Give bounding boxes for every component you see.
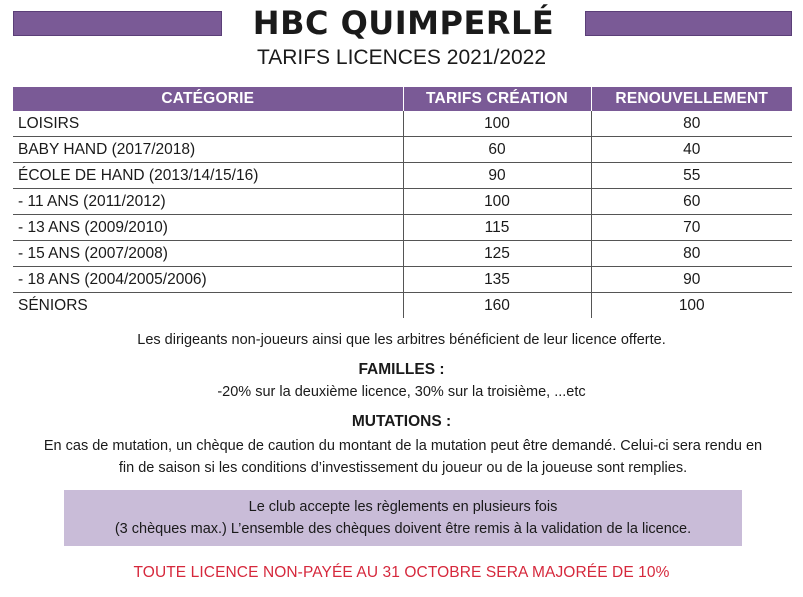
renewal-price-cell: 80 <box>591 241 792 267</box>
page-subtitle: TARIFS LICENCES 2021/2022 <box>256 46 547 69</box>
mutations-heading: MUTATIONS : <box>351 413 452 430</box>
table-header-row <box>13 87 792 111</box>
creation-price-cell: 115 <box>403 215 591 241</box>
table-row <box>13 111 792 137</box>
header-renewal: RENOUVELLEMENT <box>591 87 792 111</box>
payment-info-line: Le club accepte les règlements en plusieurs fois <box>248 499 558 515</box>
table-row <box>13 189 792 215</box>
renewal-price-cell: 40 <box>591 137 792 163</box>
renewal-price-cell: 60 <box>591 189 792 215</box>
category-cell: ÉCOLE DE HAND (2013/14/15/16) <box>13 163 403 189</box>
table-row <box>13 215 792 241</box>
table-row <box>13 163 792 189</box>
free-license-note: Les dirigeants non-joueurs ainsi que les arbitres bénéficient de leur licence offerte. <box>137 332 666 348</box>
renewal-price-cell: 90 <box>591 267 792 293</box>
header-creation: TARIFS CRÉATION <box>403 87 591 111</box>
mutations-line: fin de saison si les conditions d’investissement du joueur ou de la joueuse sont remplies. <box>118 460 688 476</box>
creation-price-cell: 125 <box>403 241 591 267</box>
category-cell: - 18 ANS (2004/2005/2006) <box>13 267 403 293</box>
renewal-price-cell: 70 <box>591 215 792 241</box>
header-bar-left <box>13 11 222 36</box>
mutations-line: En cas de mutation, un chèque de caution du montant de la mutation peut être demandé. Celui-ci sera rendu en <box>43 438 763 454</box>
families-heading: FAMILLES : <box>358 361 445 378</box>
creation-price-cell: 135 <box>403 267 591 293</box>
renewal-price-cell: 100 <box>591 293 792 319</box>
pricing-table <box>13 87 792 318</box>
creation-price-cell: 160 <box>403 293 591 319</box>
table-row <box>13 267 792 293</box>
header-category: CATÉGORIE <box>13 87 403 111</box>
page-title: HBC QUIMPERLÉ <box>252 4 555 42</box>
renewal-price-cell: 80 <box>591 111 792 137</box>
creation-price-cell: 100 <box>403 111 591 137</box>
table-row <box>13 293 792 319</box>
mutations-text <box>14 435 792 479</box>
category-cell: - 11 ANS (2011/2012) <box>13 189 403 215</box>
payment-info-line: (3 chèques max.) L’ensemble des chèques doivent être remis à la validation de la licence. <box>114 521 692 537</box>
category-cell: - 15 ANS (2007/2008) <box>13 241 403 267</box>
table-row <box>13 241 792 267</box>
families-text: -20% sur la deuxième licence, 30% sur la troisième, ...etc <box>217 384 586 400</box>
category-cell: LOISIRS <box>13 111 403 137</box>
creation-price-cell: 100 <box>403 189 591 215</box>
late-payment-warning: TOUTE LICENCE NON-PAYÉE AU 31 OCTOBRE SERA MAJORÉE DE 10% <box>133 564 670 581</box>
payment-info-box <box>64 490 742 546</box>
category-cell: SÉNIORS <box>18 296 88 314</box>
renewal-price-cell: 55 <box>591 163 792 189</box>
category-cell: - 13 ANS (2009/2010) <box>13 215 403 241</box>
creation-price-cell: 60 <box>403 137 591 163</box>
header-bar-right <box>585 11 792 36</box>
table-row <box>13 137 792 163</box>
creation-price-cell: 90 <box>403 163 591 189</box>
category-cell: BABY HAND (2017/2018) <box>13 137 403 163</box>
